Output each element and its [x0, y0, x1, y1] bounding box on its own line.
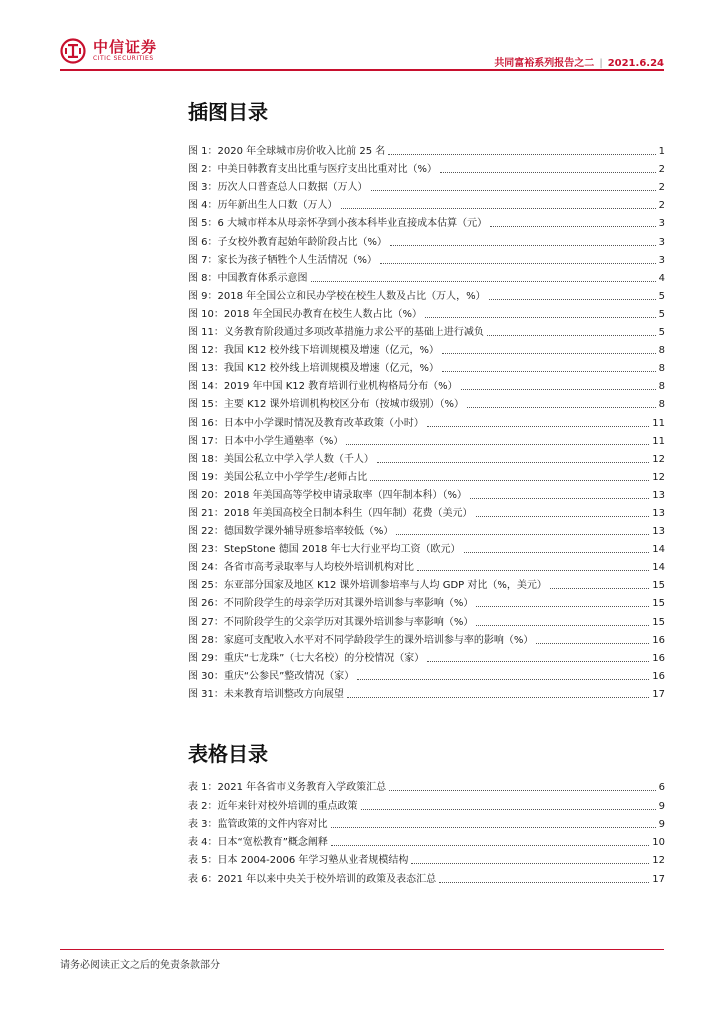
figure-toc-title: 插图目录 — [188, 100, 268, 124]
toc-entry-label: 图 29：重庆“七龙珠”（七大名校）的分校情况（家） — [188, 652, 425, 664]
figure-toc-entry[interactable] — [188, 411, 665, 429]
toc-entry-label: 表 4：日本“宽松教育”概念阐释 — [188, 837, 328, 849]
toc-entry-page: 4 — [658, 272, 665, 284]
dot-leader — [411, 863, 649, 864]
toc-entry-page: 15 — [652, 580, 665, 592]
figure-toc-entry[interactable] — [188, 249, 665, 267]
dot-leader — [440, 172, 656, 173]
toc-entry-label: 图 7：家长为孩子牺牲个人生活情况（%） — [188, 254, 378, 266]
logo-name-en: CITIC SECURITIES — [93, 55, 154, 62]
toc-entry-label: 图 10：2018 年全国民办教育在校生人数占比（%） — [188, 308, 423, 320]
toc-entry-label: 图 9：2018 年全国公立和民办学校在校生人数及占比（万人，%） — [188, 290, 486, 302]
toc-entry-label: 图 8：中国教育体系示意图 — [188, 272, 308, 284]
toc-entry-page: 5 — [658, 327, 665, 339]
figure-toc-entry[interactable] — [188, 610, 665, 628]
toc-entry-label: 图 1：2020 年全球城市房价收入比前 25 名 — [188, 146, 386, 158]
dot-leader — [417, 570, 649, 571]
figure-toc-entry[interactable] — [188, 140, 665, 158]
table-toc-entry[interactable] — [188, 831, 665, 849]
toc-entry-label: 图 25：东亚部分国家及地区 K12 课外培训参培率与人均 GDP 对比（%，美元） — [188, 580, 547, 592]
figure-toc-entry[interactable] — [188, 520, 665, 538]
dot-leader — [347, 697, 649, 698]
toc-entry-page: 11 — [652, 435, 665, 447]
toc-entry-page: 12 — [652, 453, 665, 465]
toc-entry-page: 16 — [652, 634, 665, 646]
footer-divider — [60, 949, 664, 950]
toc-entry-label: 图 3：历次人口普查总人口数据（万人） — [188, 182, 368, 194]
figure-toc-entry[interactable] — [188, 466, 665, 484]
dot-leader — [476, 606, 649, 607]
figure-toc-entry[interactable] — [188, 484, 665, 502]
dot-leader — [467, 407, 656, 408]
toc-entry-page: 16 — [652, 670, 665, 682]
toc-entry-label: 图 22：德国数学课外辅导班参培率较低（%） — [188, 526, 394, 538]
figure-toc-entry[interactable] — [188, 357, 665, 375]
toc-entry-page: 6 — [658, 782, 665, 794]
table-toc-entry[interactable] — [188, 867, 665, 885]
toc-entry-page: 16 — [652, 652, 665, 664]
toc-entry-label: 表 3：监管政策的文件内容对比 — [188, 818, 328, 830]
toc-entry-label: 图 18：美国公私立中学入学人数（千人） — [188, 453, 374, 465]
dot-leader — [476, 625, 649, 626]
toc-entry-label: 图 20：2018 年美国高等学校申请录取率（四年制本科）（%） — [188, 489, 468, 501]
dot-leader — [442, 371, 656, 372]
toc-entry-label: 图 28：家庭可支配收入水平对不同学龄段学生的课外培训参与率的影响（%） — [188, 634, 534, 646]
dot-leader — [371, 190, 656, 191]
citic-logo-icon — [60, 38, 88, 64]
toc-entry-page: 15 — [652, 616, 665, 628]
dot-leader — [311, 281, 656, 282]
table-toc-entry[interactable] — [188, 794, 665, 812]
figure-toc-entry[interactable] — [188, 665, 665, 683]
toc-entry-page: 3 — [658, 254, 665, 266]
logo-text — [93, 39, 157, 63]
toc-entry-page: 8 — [658, 345, 665, 357]
dot-leader — [550, 588, 649, 589]
toc-entry-page: 17 — [652, 688, 665, 700]
toc-entry-page: 13 — [652, 507, 665, 519]
toc-entry-label: 图 24：各省市高考录取率与人均校外培训机构对比 — [188, 562, 414, 574]
table-toc-entry[interactable] — [188, 849, 665, 867]
figure-toc-entry[interactable] — [188, 339, 665, 357]
figure-toc-entry[interactable] — [188, 267, 665, 285]
toc-entry-page: 8 — [658, 381, 665, 393]
toc-entry-page: 5 — [658, 290, 665, 302]
toc-entry-page: 2 — [658, 164, 665, 176]
dot-leader — [389, 790, 655, 791]
figure-toc-entry[interactable] — [188, 176, 665, 194]
figure-toc-entry[interactable] — [188, 538, 665, 556]
toc-entry-label: 图 30：重庆“公参民”整改情况（家） — [188, 670, 355, 682]
toc-entry-label: 图 13：我国 K12 校外线上培训规模及增速（亿元，%） — [188, 363, 440, 375]
dot-leader — [331, 845, 649, 846]
disclaimer-footer: 请务必阅读正文之后的免责条款部分 — [60, 960, 220, 971]
dot-leader — [464, 552, 650, 553]
toc-entry-label: 图 12：我国 K12 校外线下培训规模及增速（亿元，%） — [188, 345, 440, 357]
toc-entry-page: 13 — [652, 489, 665, 501]
table-toc-list — [188, 776, 665, 886]
company-logo — [60, 38, 157, 64]
toc-entry-page: 3 — [658, 218, 665, 230]
table-toc-entry[interactable] — [188, 776, 665, 794]
dot-leader — [361, 809, 656, 810]
dot-leader — [377, 462, 649, 463]
figure-toc-list — [188, 140, 665, 701]
dot-leader — [442, 353, 656, 354]
toc-entry-page: 8 — [658, 363, 665, 375]
figure-toc-entry[interactable] — [188, 592, 665, 610]
figure-toc-entry[interactable] — [188, 212, 665, 230]
figure-toc-entry[interactable] — [188, 647, 665, 665]
dot-leader — [380, 263, 656, 264]
toc-entry-label: 表 1：2021 年各省市义务教育入学政策汇总 — [188, 782, 387, 794]
toc-entry-page: 11 — [652, 417, 665, 429]
header-separator: | — [599, 58, 603, 69]
figure-toc-entry[interactable] — [188, 556, 665, 574]
figure-toc-entry[interactable] — [188, 430, 665, 448]
figure-toc-entry[interactable] — [188, 321, 665, 339]
toc-entry-label: 图 31：未来教育培训整改方向展望 — [188, 688, 344, 700]
figure-toc-entry[interactable] — [188, 629, 665, 647]
report-date: 2021.6.24 — [607, 58, 664, 69]
figure-toc-entry[interactable] — [188, 574, 665, 592]
toc-entry-page: 14 — [652, 562, 665, 574]
figure-toc-entry[interactable] — [188, 448, 665, 466]
toc-entry-label: 图 17：日本中小学生通塾率（%） — [188, 435, 344, 447]
toc-entry-page: 9 — [658, 800, 665, 812]
dot-leader — [427, 661, 649, 662]
toc-entry-page: 12 — [652, 471, 665, 483]
toc-entry-label: 图 14：2019 年中国 K12 教育培训行业机构格局分布（%） — [188, 381, 458, 393]
dot-leader — [487, 335, 656, 336]
toc-entry-page: 13 — [652, 526, 665, 538]
figure-toc-entry[interactable] — [188, 285, 665, 303]
figure-toc-entry[interactable] — [188, 230, 665, 248]
dot-leader — [439, 882, 649, 883]
table-toc-title: 表格目录 — [188, 742, 268, 766]
toc-entry-page: 5 — [658, 308, 665, 320]
dot-leader — [490, 226, 656, 227]
toc-entry-page: 8 — [658, 399, 665, 411]
toc-entry-label: 表 2：近年来针对校外培训的重点政策 — [188, 800, 358, 812]
toc-entry-label: 图 23：StepStone 德国 2018 年七大行业平均工资（欧元） — [188, 544, 461, 556]
dot-leader — [536, 643, 649, 644]
toc-entry-label: 图 11：义务教育阶段通过多项改革措施力求公平的基础上进行减负 — [188, 327, 484, 339]
figure-toc-entry[interactable] — [188, 194, 665, 212]
toc-entry-page: 3 — [658, 236, 665, 248]
dot-leader — [489, 299, 656, 300]
dot-leader — [346, 444, 649, 445]
dot-leader — [425, 317, 656, 318]
toc-entry-label: 图 6：子女校外教育起始年龄阶段占比（%） — [188, 236, 388, 248]
toc-entry-label: 图 19：美国公私立中小学学生/老师占比 — [188, 471, 368, 483]
toc-entry-label: 表 6：2021 年以来中央关于校外培训的政策及表态汇总 — [188, 873, 437, 885]
toc-entry-label: 图 15：主要 K12 课外培训机构校区分布（按城市级别）（%） — [188, 399, 465, 411]
report-series: 共同富裕系列报告之二 — [494, 58, 595, 69]
header-divider — [60, 69, 664, 71]
toc-entry-page: 10 — [652, 837, 665, 849]
figure-toc-entry[interactable] — [188, 393, 665, 411]
dot-leader — [370, 480, 649, 481]
dot-leader — [390, 245, 656, 246]
toc-entry-page: 2 — [658, 200, 665, 212]
toc-entry-page: 14 — [652, 544, 665, 556]
dot-leader — [331, 827, 656, 828]
toc-entry-label: 图 2：中美日韩教育支出比重与医疗支出比重对比（%） — [188, 164, 438, 176]
dot-leader — [396, 534, 649, 535]
toc-entry-page: 2 — [658, 182, 665, 194]
toc-entry-label: 图 4：历年新出生人口数（万人） — [188, 200, 338, 212]
toc-entry-label: 图 16：日本中小学课时情况及教育改革政策（小时） — [188, 417, 424, 429]
dot-leader — [461, 389, 656, 390]
toc-entry-label: 图 27：不同阶段学生的父亲学历对其课外培训参与率影响（%） — [188, 616, 474, 628]
report-header-info — [494, 54, 664, 69]
toc-entry-page: 17 — [652, 873, 665, 885]
figure-toc-entry[interactable] — [188, 158, 665, 176]
figure-toc-entry[interactable] — [188, 375, 665, 393]
logo-name-cn: 中信证券 — [93, 38, 158, 56]
dot-leader — [470, 498, 649, 499]
toc-entry-label: 表 5：日本 2004-2006 年学习塾从业者规模结构 — [188, 855, 409, 867]
dot-leader — [357, 679, 649, 680]
figure-toc-entry[interactable] — [188, 303, 665, 321]
toc-entry-page: 12 — [652, 855, 665, 867]
dot-leader — [388, 154, 655, 155]
table-toc-entry[interactable] — [188, 813, 665, 831]
toc-entry-page: 9 — [658, 818, 665, 830]
toc-entry-label: 图 5：6 大城市样本从母亲怀孕到小孩本科毕业直接成本估算（元） — [188, 218, 488, 230]
figure-toc-entry[interactable] — [188, 683, 665, 701]
dot-leader — [427, 426, 649, 427]
dot-leader — [341, 208, 656, 209]
toc-entry-page: 15 — [652, 598, 665, 610]
toc-entry-page: 1 — [658, 146, 665, 158]
figure-toc-entry[interactable] — [188, 502, 665, 520]
toc-entry-label: 图 26：不同阶段学生的母亲学历对其课外培训参与率影响（%） — [188, 598, 474, 610]
toc-entry-label: 图 21：2018 年美国高校全日制本科生（四年制）花费（美元） — [188, 507, 473, 519]
dot-leader — [476, 516, 650, 517]
